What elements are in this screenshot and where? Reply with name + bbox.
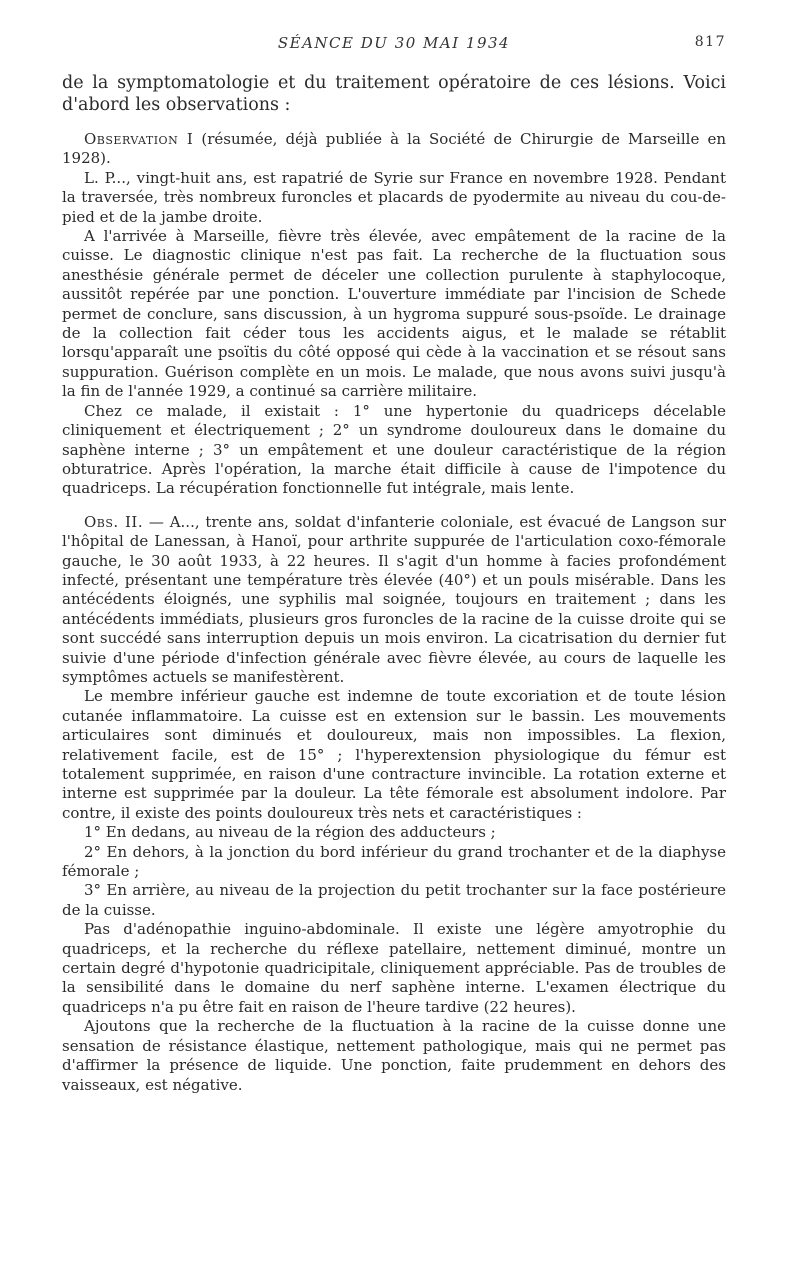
observation-2-list-item: 1° En dedans, au niveau de la région des adducteurs ; bbox=[84, 823, 496, 842]
observation-1-paragraph: Chez ce malade, il existait : 1° une hypertonie du quadriceps décelable cliniquement et électriquement ; 2° un syndrome douloureux dans le domaine du saphène interne ; 3° un empâtement et une douleur caractéristique de la région obturatrice. Après l'opération, la marche était difficile à cause de l'impotence du quadriceps. La récupération fonctionnelle fut intégrale, mais lente. bbox=[62, 401, 726, 498]
observation-1-heading bbox=[62, 130, 726, 169]
observation-2-list-item: 3° En arrière, au niveau de la projection du petit trochanter sur la face postérieure de la cuisse. bbox=[62, 881, 726, 919]
observation-1-paragraph: A l'arrivée à Marseille, fièvre très élevée, avec empâtement de la racine de la cuisse. Le diagnostic clinique n'est pas fait. La recherche de la fluctuation sous anesthésie générale permet de déceler une collection purulente à staphylocoque, aussitôt repérée par une ponction. L'ouverture immédiate par l'incision de Schede permet de conclure, sans discussion, à un hygroma suppuré sous-psoïde. Le drainage de la collection fait céder tous les accidents aigus, et le malade se rétablit lorsqu'apparaît une psoïtis du côté opposé qui cède à la vaccination et se résout sans suppuration. Guérison complète en un mois. Le malade, que nous avons suivi jusqu'à la fin de l'année 1929, a continué sa carrière militaire. bbox=[62, 227, 726, 401]
running-title: SÉANCE DU 30 MAI 1934 bbox=[277, 34, 511, 52]
observation-2-paragraph: Ajoutons que la recherche de la fluctuation à la racine de la cuisse donne une sensation de résistance élastique, nettement pathologique, mais qui ne permet pas d'affirmer la présence de liquide. Une ponction, faite prudemment en dehors des vaisseaux, est négative. bbox=[62, 1017, 726, 1094]
observation-1-lead: Observation I bbox=[84, 130, 194, 148]
observation-2-list-item: 2° En dehors, à la jonction du bord inférieur du grand trochanter et de la diaphyse fémorale ; bbox=[62, 842, 726, 881]
observation-2-lead-rest: — A..., trente ans, soldat d'infanterie coloniale, est évacué de Langson sur l'hôpital de Lanessan, à Hanoï, pour arthrite suppurée de l'articulation coxo-fémorale gauche, le 30 août 1933, à 22 heures. Il s'agit d'un homme à facies profondément infecté, présentant une température très élevée (40°) et un pouls misérable. Dans les antécédents éloignés, une syphilis mal soignée, toujours en traitement ; dans les antécédents immédiats, plusieurs gros furoncles de la racine de la cuisse droite qui se sont succédé sans interruption depuis un mois environ. La cicatrisation du dernier fut suivie d'une période d'infection générale avec fièvre élevée, au cours de laquelle les symptômes actuels se manifestèrent. bbox=[62, 512, 726, 686]
observation-2 bbox=[62, 513, 726, 1095]
observation-2-paragraph: Le membre inférieur gauche est indemne de toute excoriation et de toute lésion cutanée inflammatoire. La cuisse est en extension sur le bassin. Les mouvements articulaires sont diminués et douloureux, mais non impossibles. La flexion, relativement facile, est de 15° ; l'hyperextension physiologique du fémur est totalement supprimée, en raison d'une contracture invincible. La rotation externe et interne est supprimée par la douleur. La tête fémorale est absolument indolore. Par contre, il existe des points douloureux très nets et caractéristiques : bbox=[62, 687, 726, 822]
observation-2-lead: Obs. II. bbox=[84, 512, 144, 531]
running-header bbox=[62, 34, 726, 58]
intro-paragraph: de la symptomatologie et du traitement opératoire de ces lésions. Voici d'abord les observations : bbox=[62, 73, 726, 115]
page-number: 817 bbox=[694, 34, 726, 50]
document-page bbox=[62, 34, 726, 1095]
observation-1-paragraph: L. P..., vingt-huit ans, est rapatrié de Syrie sur France en novembre 1928. Pendant la traversée, très nombreux furoncles et placards de pyodermite au niveau du cou-de-pied et de la jambe droite. bbox=[62, 168, 726, 226]
observation-2-paragraph: Pas d'adénopathie inguino-abdominale. Il existe une légère amyotrophie du quadriceps, et la recherche du réflexe patellaire, nettement diminué, montre un certain degré d'hypotonie quadricipitale, cliniquement appréciable. Pas de troubles de la sensibilité dans le domaine du nerf saphène interne. L'examen électrique du quadriceps n'a pu être fait en raison de l'heure tardive (22 heures). bbox=[62, 920, 726, 1016]
observation-1 bbox=[62, 130, 726, 499]
observation-1-lead-rest: (résumée, déjà publiée à la Société de Chirurgie de Marseille en 1928). bbox=[62, 130, 726, 168]
observation-2-heading bbox=[62, 513, 726, 688]
